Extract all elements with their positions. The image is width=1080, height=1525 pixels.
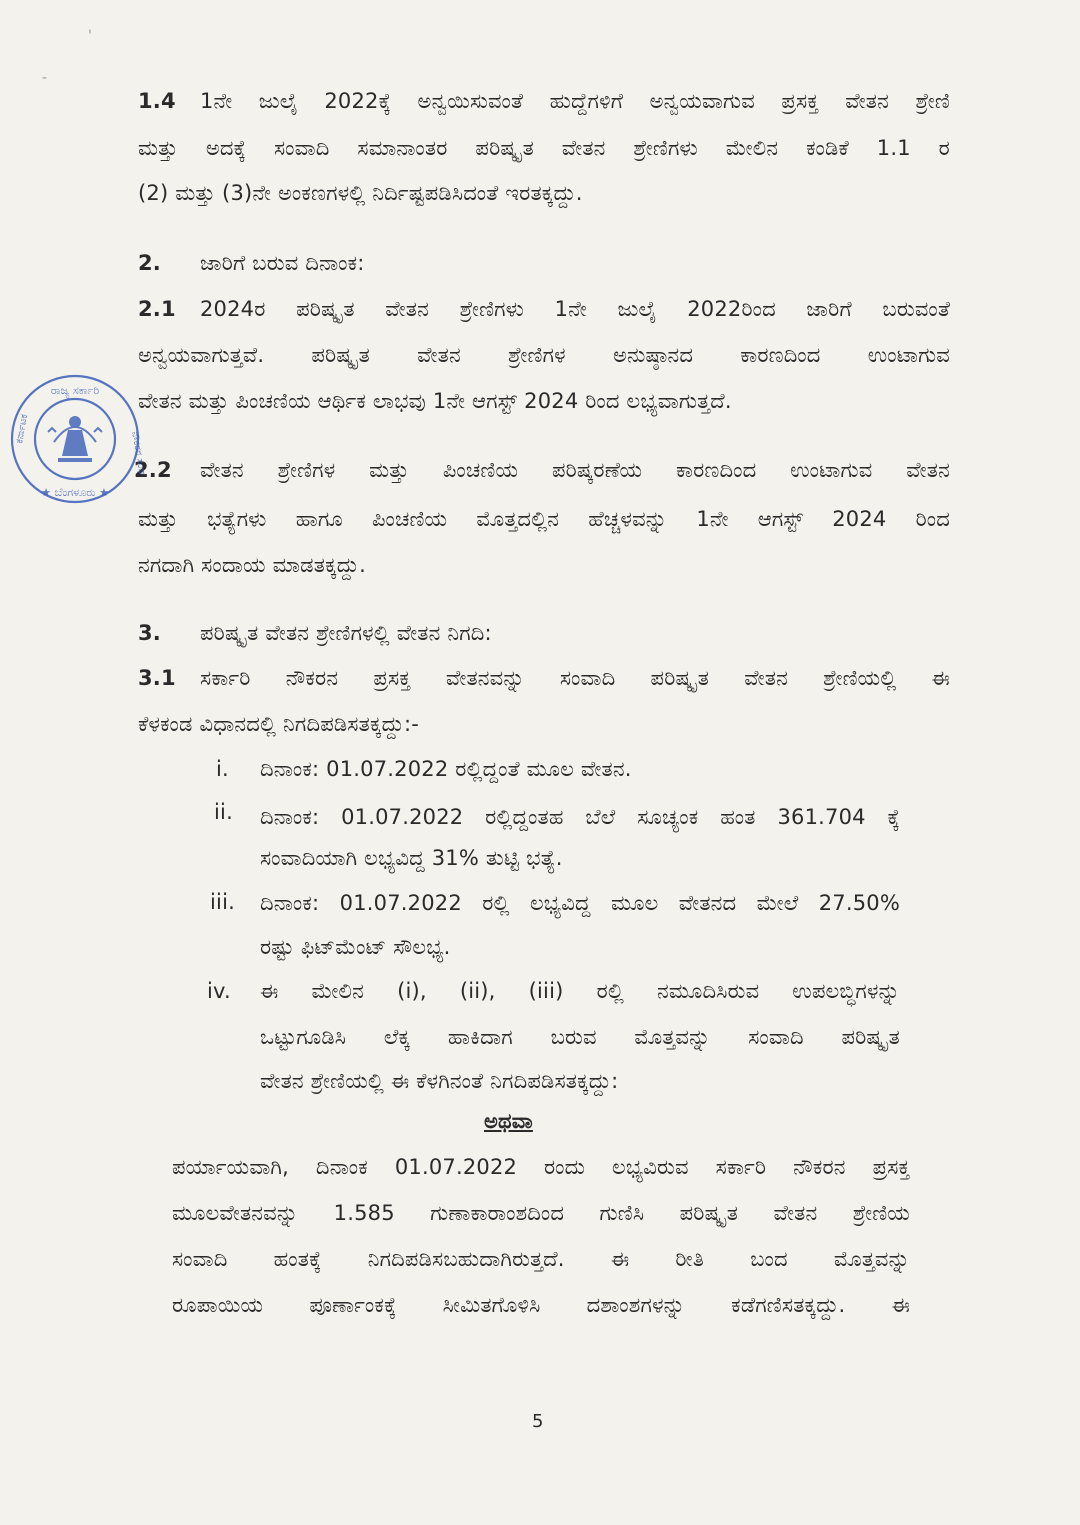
page-number: 5: [532, 1411, 544, 1432]
list-item-line: ದಿನಾಂಕ: 01.07.2022 ರಲ್ಲಿ ಲಭ್ಯವಿದ್ದ ಮೂಲ ವೇತನದ ಮೇಲೆ 27.50%: [260, 891, 900, 915]
list-item-line: ಈ ಮೇಲಿನ (i), (ii), (iii) ರಲ್ಲಿ ನಮೂದಿಸಿರುವ ಉಪಲಬ್ಧಿಗಳನ್ನು: [260, 979, 900, 1003]
para-number: 2.1: [138, 297, 176, 321]
svg-text:ರಾಜ್ಯ ಸರ್ಕಾರಿ: ರಾಜ್ಯ ಸರ್ಕಾರಿ: [50, 384, 100, 397]
para-line: ಸಂವಾದಿ ಹಂತಕ್ಕೆ ನಿಗದಿಪಡಿಸಬಹುದಾಗಿರುತ್ತದೆ. ಈ ರೀತಿ ಬಂದ ಮೊತ್ತವನ್ನು: [172, 1247, 910, 1271]
scan-mark: -: [42, 70, 48, 86]
list-item-label: ii.: [214, 800, 233, 824]
list-item-line: ಒಟ್ಟುಗೂಡಿಸಿ ಲೆಕ್ಕ ಹಾಕಿದಾಗ ಬರುವ ಮೊತ್ತವನ್ನು ಸಂವಾದಿ ಪರಿಷ್ಕೃತ: [260, 1025, 900, 1049]
list-item-line: ದಿನಾಂಕ: 01.07.2022 ರಲ್ಲಿದ್ದಂತಹ ಬೆಲೆ ಸೂಚ್ಯಂಕ ಹಂತ 361.704 ಕ್ಕೆ: [260, 805, 900, 829]
para-line: ಮತ್ತು ಅದಕ್ಕೆ ಸಂವಾದಿ ಸಮಾನಾಂತರ ಪರಿಷ್ಕೃತ ವೇತನ ಶ್ರೇಣಿಗಳು ಮೇಲಿನ ಕಂಡಿಕೆ 1.1 ರ: [138, 136, 950, 160]
section-heading: ಜಾರಿಗೆ ಬರುವ ದಿನಾಂಕ:: [200, 251, 365, 275]
official-seal-stamp: [8, 372, 148, 507]
svg-text:ಕರ್ನಾಟಕ: ಕರ್ನಾಟಕ: [14, 413, 31, 445]
list-item-line: ವೇತನ ಶ್ರೇಣಿಯಲ್ಲಿ ಈ ಕೆಳಗಿನಂತೆ ನಿಗದಿಪಡಿಸತಕ್ಕದ್ದು:: [260, 1069, 619, 1093]
section-number: 2.: [138, 251, 161, 275]
para-line: ವೇತನ ಶ್ರೇಣಿಗಳ ಮತ್ತು ಪಿಂಚಣಿಯ ಪರಿಷ್ಕರಣೆಯ ಕಾರಣದಿಂದ ಉಂಟಾಗುವ ವೇತನ: [200, 458, 950, 482]
athava-heading: ಅಥವಾ: [484, 1109, 533, 1133]
svg-text:ನೌಕರರ ಸಂಘ: ನೌಕರರ ಸಂಘ: [129, 430, 148, 477]
list-item-line: ಸಂವಾದಿಯಾಗಿ ಲಭ್ಯವಿದ್ದ 31% ತುಟ್ಟಿ ಭತ್ಯೆ.: [260, 846, 563, 870]
para-number: 2.2: [134, 458, 172, 482]
section-number: 3.: [138, 621, 161, 645]
para-line: 2024ರ ಪರಿಷ್ಕೃತ ವೇತನ ಶ್ರೇಣಿಗಳು 1ನೇ ಜುಲೈ 2022ರಿಂದ ಜಾರಿಗೆ ಬರುವಂತೆ: [200, 297, 950, 321]
para-number: 1.4: [138, 89, 176, 113]
list-item-line: ದಿನಾಂಕ: 01.07.2022 ರಲ್ಲಿದ್ದಂತೆ ಮೂಲ ವೇತನ.: [260, 757, 632, 781]
scan-mark: ': [88, 28, 92, 44]
para-line: 1ನೇ ಜುಲೈ 2022ಕ್ಕೆ ಅನ್ವಯಿಸುವಂತೆ ಹುದ್ದೆಗಳಿಗೆ ಅನ್ವಯವಾಗುವ ಪ್ರಸಕ್ತ ವೇತನ ಶ್ರೇಣಿ: [200, 89, 950, 113]
para-line: (2) ಮತ್ತು (3)ನೇ ಅಂಕಣಗಳಲ್ಲಿ ನಿರ್ದಿಷ್ಟಪಡಿಸಿದಂತೆ ಇರತಕ್ಕದ್ದು.: [138, 181, 583, 205]
list-item-label: iii.: [210, 890, 235, 914]
list-item-label: i.: [216, 757, 229, 781]
para-line: ಪರ್ಯಾಯವಾಗಿ, ದಿನಾಂಕ 01.07.2022 ರಂದು ಲಭ್ಯವಿರುವ ಸರ್ಕಾರಿ ನೌಕರನ ಪ್ರಸಕ್ತ: [172, 1155, 910, 1179]
list-item-line: ರಷ್ಟು ಫಿಟ್‌ಮೆಂಟ್ ಸೌಲಭ್ಯ.: [260, 935, 451, 959]
section-heading: ಪರಿಷ್ಕೃತ ವೇತನ ಶ್ರೇಣಿಗಳಲ್ಲಿ ವೇತನ ನಿಗದಿ:: [200, 621, 492, 645]
para-line: ನಗದಾಗಿ ಸಂದಾಯ ಮಾಡತಕ್ಕದ್ದು.: [138, 553, 366, 577]
para-line: ಅನ್ವಯವಾಗುತ್ತವೆ. ಪರಿಷ್ಕೃತ ವೇತನ ಶ್ರೇಣಿಗಳ ಅನುಷ್ಠಾನದ ಕಾರಣದಿಂದ ಉಂಟಾಗುವ: [138, 343, 950, 367]
svg-text:★ ಬೆಂಗಳೂರು ★: ★ ಬೆಂಗಳೂರು ★: [41, 486, 109, 499]
para-line: ಕೆಳಕಂಡ ವಿಧಾನದಲ್ಲಿ ನಿಗದಿಪಡಿಸತಕ್ಕದ್ದು:-: [138, 712, 420, 736]
para-line: ರೂಪಾಯಿಯ ಪೂರ್ಣಾಂಕಕ್ಕೆ ಸೀಮಿತಗೊಳಿಸಿ ದಶಾಂಶಗಳನ್ನು ಕಡೆಗಣಿಸತಕ್ಕದ್ದು. ಈ: [172, 1293, 910, 1317]
para-line: ಸರ್ಕಾರಿ ನೌಕರನ ಪ್ರಸಕ್ತ ವೇತನವನ್ನು ಸಂವಾದಿ ಪರಿಷ್ಕೃತ ವೇತನ ಶ್ರೇಣಿಯಲ್ಲಿ ಈ: [200, 666, 950, 690]
para-line: ವೇತನ ಮತ್ತು ಪಿಂಚಣಿಯ ಆರ್ಥಿಕ ಲಾಭವು 1ನೇ ಆಗಸ್ಟ್ 2024 ರಿಂದ ಲಭ್ಯವಾಗುತ್ತದೆ.: [138, 389, 732, 413]
list-item-label: iv.: [207, 979, 231, 1003]
para-line: ಮೂಲವೇತನವನ್ನು 1.585 ಗುಣಾಕಾರಾಂಶದಿಂದ ಗುಣಿಸಿ ಪರಿಷ್ಕೃತ ವೇತನ ಶ್ರೇಣಿಯ: [172, 1201, 910, 1225]
para-line: ಮತ್ತು ಭತ್ಯೆಗಳು ಹಾಗೂ ಪಿಂಚಣಿಯ ಮೊತ್ತದಲ್ಲಿನ ಹೆಚ್ಚಳವನ್ನು 1ನೇ ಆಗಸ್ಟ್ 2024 ರಿಂದ: [138, 507, 950, 531]
para-number: 3.1: [138, 666, 176, 690]
